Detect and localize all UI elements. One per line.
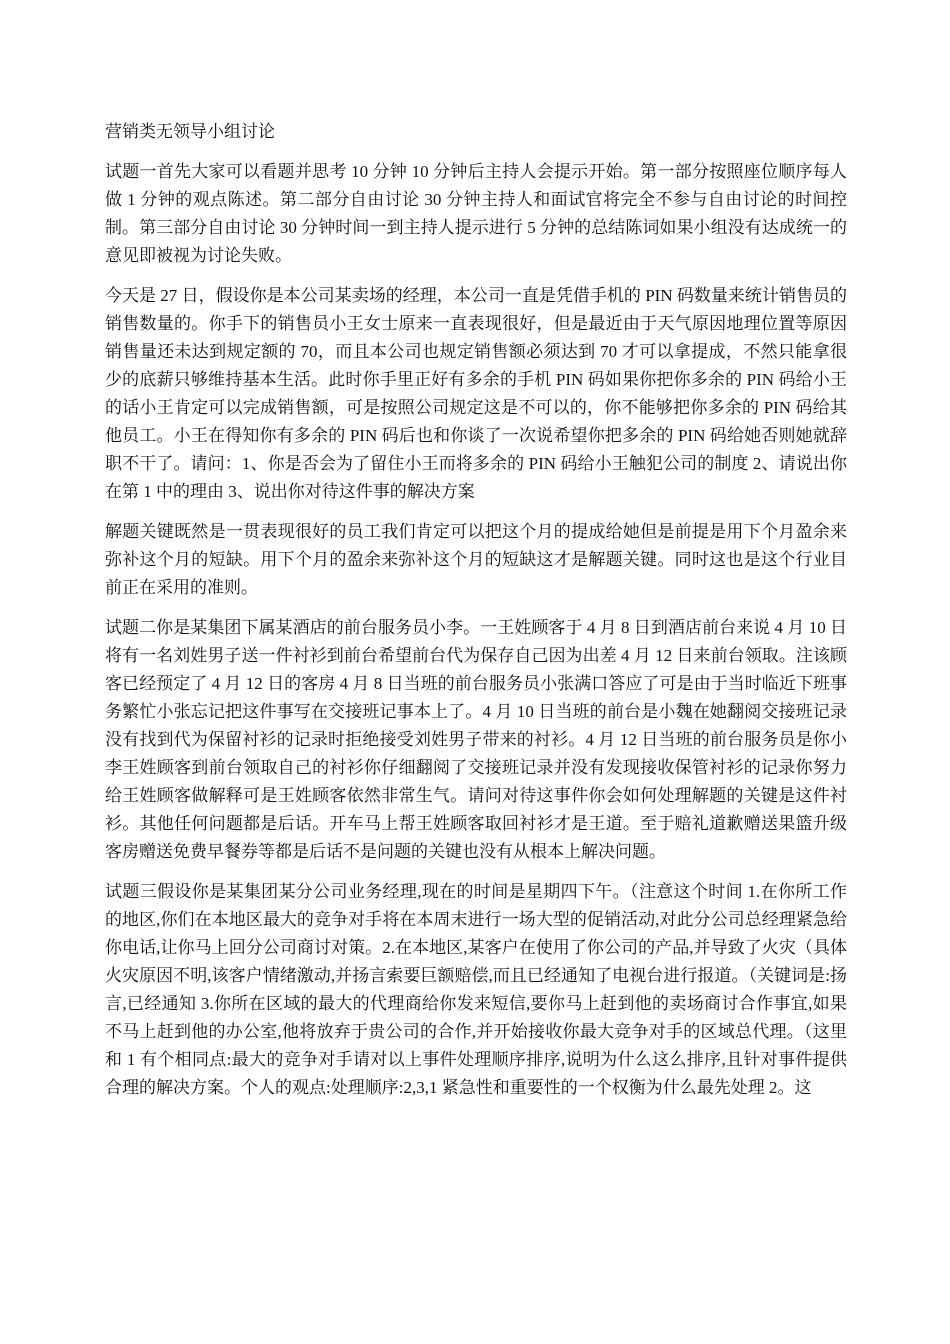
paragraph-exam-rules: 试题一首先大家可以看题并思考 10 分钟 10 分钟后主持人会提示开始。第一部分按照座位顺序每人做 1 分钟的观点陈述。第二部分自由讨论 30 分钟主持人和面试官将完全不参与自由讨论的时间控制。第三部分自由讨论 30 分钟时间一到主持人提示进行 5 分钟的总结陈词如果小组没有达成统一的意见即被视为讨论失败。 <box>105 162 847 265</box>
document-title: 营销类无领导小组讨论 <box>105 122 275 141</box>
paragraph-pin-code-case: 今天是 27 日，假设你是本公司某卖场的经理，本公司一直是凭借手机的 PIN 码数量来统计销售员的销售数量的。你手下的销售员小王女士原来一直表现很好，但是最近由于天气原因地理位置等原因销售量还未达到规定额的 70，而且本公司也规定销售额必须达到 70 才可以拿提成，不然只能拿很少的底薪只够维持基本生活。此时你手里正好有多余的手机 PIN 码如果你把你多余的 PIN 码给小王的话小王肯定可以完成销售额，可是按照公司规定这是不可以的，你不能够把你多余的 PIN 码给其他员工。小王在得知你有多余的 PIN 码后也和你谈了一次说希望你把多余的 PIN 码给她否则她就辞职不干了。请问：1、你是否会为了留住小王而将多余的 PIN 码给小王触犯公司的制度 2、请说出你在第 1 中的理由 3、说出你对待这件事的解决方案 <box>105 286 847 501</box>
document-page <box>105 118 847 1114</box>
paragraph-pin-solution: 解题关键既然是一贯表现很好的员工我们肯定可以把这个月的提成给她但是前提是用下个月盈余来弥补这个月的短缺。用下个月的盈余来弥补这个月的短缺这才是解题关键。同时这也是这个行业目前正在采用的准则。 <box>105 522 847 597</box>
paragraph-hotel-case: 试题二你是某集团下属某酒店的前台服务员小李。一王姓顾客于 4 月 8 日到酒店前台来说 4 月 10 日将有一名刘姓男子送一件衬衫到前台希望前台代为保存自己因为出差 4 月 12 日来前台领取。注该顾客已经预定了 4 月 12 日的客房 4 月 8 日当班的前台服务员小张满口答应了可是由于当时临近下班事务繁忙小张忘记把这件事写在交接班记事本上了。4 月 10 日当班的前台是小魏在她翻阅交接班记录没有找到代为保留衬衫的记录时拒绝接受刘姓男子带来的衬衫。4 月 12 日当班的前台服务员是你小李王姓顾客到前台领取自己的衬衫你仔细翻阅了交接班记录并没有发现接收保管衬衫的记录你努力给王姓顾客做解释可是王姓顾客依然非常生气。请问对待这事件你会如何处理解题的关键是这件衬衫。其他任何问题都是后话。开车马上帮王姓顾客取回衬衫才是王道。至于赔礼道歉赠送果篮升级客房赠送免费早餐券等都是后话不是问题的关键也没有从根本上解决问题。 <box>105 618 847 861</box>
paragraph-manager-case: 试题三假设你是某集团某分公司业务经理,现在的时间是星期四下午。（注意这个时间 1.在你所工作的地区,你们在本地区最大的竞争对手将在本周末进行一场大型的促销活动,对此分公司总经理紧急给你电话,让你马上回分公司商讨对策。2.在本地区,某客户在使用了你公司的产品,并导致了火灾（具体火灾原因不明,该客户情绪激动,并扬言索要巨额赔偿,而且已经通知了电视台进行报道。（关键词是:扬言,已经通知 3.你所在区域的最大的代理商给你发来短信,要你马上赶到他的卖场商讨合作事宜,如果不马上赶到他的办公室,他将放弃于贵公司的合作,并开始接收你最大竞争对手的区域总代理。（这里和 1 有个相同点:最大的竞争对手请对以上事件处理顺序排序,说明为什么这么排序,且针对事件提供合理的解决方案。个人的观点:处理顺序:2,3,1 紧急性和重要性的一个权衡为什么最先处理 2。这 <box>105 882 847 1097</box>
